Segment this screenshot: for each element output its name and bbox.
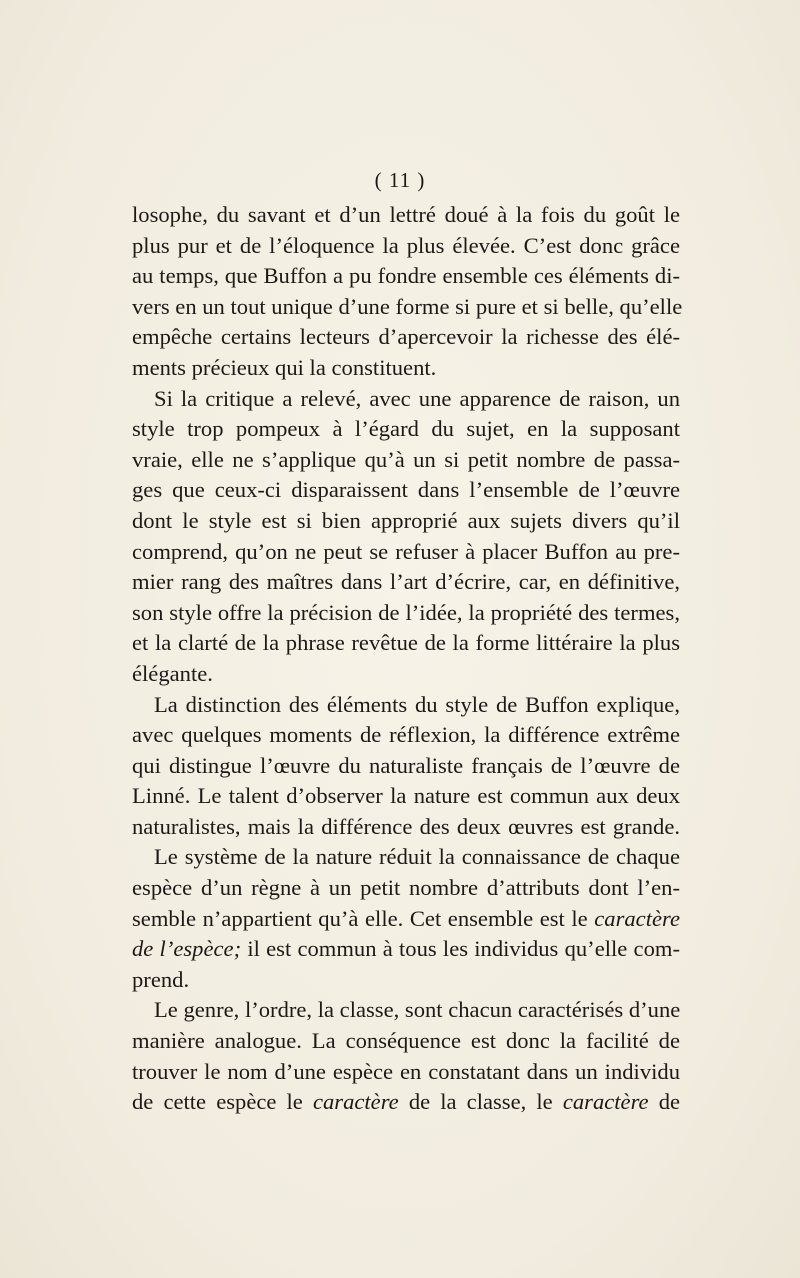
text-line: espèce d’un règne à un petit nombre d’attributs dont l’en- (132, 875, 680, 901)
text-line: comprend, qu’on ne peut se refuser à placer Buffon au pre- (132, 538, 680, 564)
text-line: vraie, elle ne s’applique qu’à un si petit nombre de passa- (132, 446, 680, 472)
text-line: manière analogue. La conséquence est donc la facilité de (132, 1028, 680, 1054)
italic-term: caractère (562, 1089, 649, 1115)
text-line: ges que ceux-ci disparaissent dans l’ensemble de l’œuvre (132, 477, 680, 503)
text-line: mier rang des maîtres dans l’art d’écrire, car, en définitive, (132, 569, 680, 595)
italic-term: caractère (312, 1089, 399, 1115)
text-line: Le système de la nature réduit la connaissance de chaque (154, 844, 680, 870)
italic-term: de l’espèce; (132, 936, 242, 962)
text-line: La distinction des éléments du style de Buffon explique, (154, 691, 680, 717)
text-line: au temps, que Buffon a pu fondre ensemble ces éléments di- (132, 263, 680, 289)
text-line: et la clarté de la phrase revêtue de la forme littéraire la plus (132, 630, 680, 656)
text-line: ments précieux qui la constituent. (132, 354, 437, 380)
text-line: trouver le nom d’une espèce en constatant dans un individu (132, 1058, 680, 1084)
text-line: dont le style est si bien approprié aux sujets divers qu’il (132, 507, 680, 533)
text-segment: de cette espèce le (132, 1089, 303, 1115)
text-line: prend. (132, 966, 190, 992)
text-line: empêche certains lecteurs d’apercevoir la richesse des élé- (132, 324, 680, 350)
text-line: style trop pompeux à l’égard du sujet, en la supposant (132, 416, 680, 442)
text-segment: semble n’appartient qu’à elle. Cet ensemble est le (132, 905, 588, 931)
text-line (132, 1087, 680, 1118)
page-number: ( 11 ) (374, 168, 426, 192)
text-line: Linné. Le talent d’observer la nature est commun aux deux (132, 783, 680, 809)
text-line: losophe, du savant et d’un lettré doué à la fois du goût le (132, 202, 680, 227)
text-line (132, 934, 680, 965)
text-segment: il est commun à tous les individus qu’elle com- (247, 936, 680, 962)
text-line: vers en un tout unique d’une forme si pure et si belle, qu’elle (132, 293, 683, 319)
italic-term: caractère (594, 905, 680, 931)
text-line: qui distingue l’œuvre du naturaliste français de l’œuvre de (132, 752, 680, 778)
body-text (132, 200, 683, 1118)
text-segment: de la classe, le (408, 1089, 553, 1115)
text-line: plus pur et de l’éloquence la plus élevée. C’est donc grâce (132, 232, 680, 258)
text-line: naturalistes, mais la différence des deux œuvres est grande. (132, 813, 680, 839)
text-line: Le genre, l’ordre, la classe, sont chacun caractérisés d’une (154, 997, 681, 1023)
text-line (132, 904, 680, 935)
text-line: son style offre la précision de l’idée, la propriété des termes, (132, 599, 680, 625)
text-line: élégante. (132, 660, 213, 686)
text-line: avec quelques moments de réflexion, la différence extrême (132, 722, 680, 748)
text-line: Si la critique a relevé, avec une apparence de raison, un (154, 385, 680, 411)
text-segment: de (658, 1089, 681, 1115)
